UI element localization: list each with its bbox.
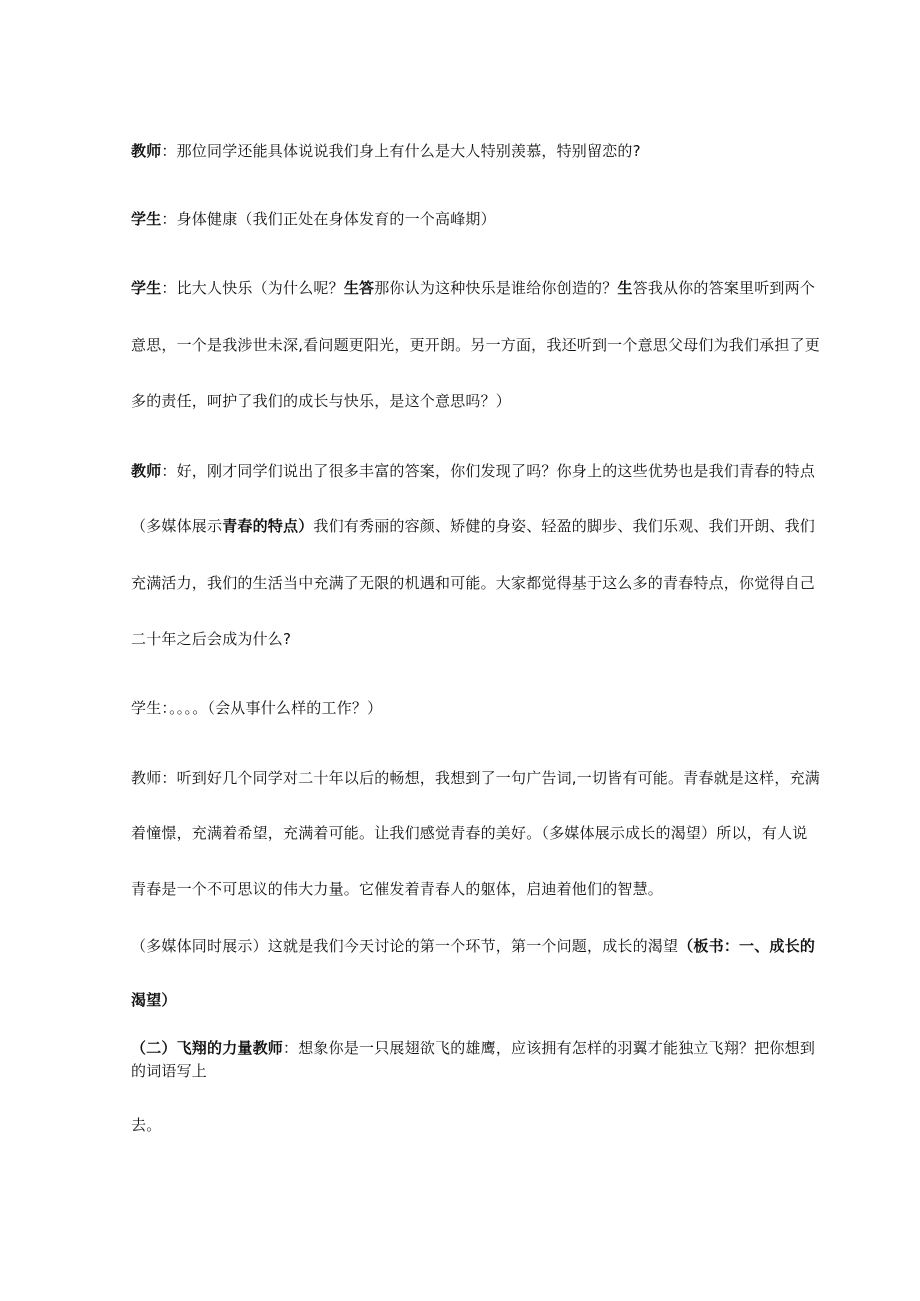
paragraph-teacher-hope-line3: [131, 878, 663, 900]
paragraph-text: 学生：。。。。（会从事什么样的工作？）: [131, 699, 383, 717]
speaker-separator: ：: [161, 279, 177, 297]
paragraph-text: 充满活力，我们的生活当中充满了无限的机遇和可能。大家都觉得基于这么多的青春特点，你觉得自己: [131, 574, 816, 592]
paragraph-text: （多媒体同时展示）这就是我们今天讨论的第一个环节，第一个问题，成长的渴望: [131, 937, 679, 955]
paragraph-text: 比大人快乐（为什么呢？: [176, 279, 344, 297]
paragraph-text: 答我从你的答案里听到两个: [632, 279, 816, 297]
paragraph-teacher-question: [131, 140, 641, 162]
speaker-label: 学生: [131, 210, 162, 228]
bold-inline-text: 生答: [343, 279, 375, 297]
paragraph-text: 着憧憬，充满着希望，充满着可能。让我们感觉青春的美好。（多媒体展示成长的渴望）所以，有人说: [131, 824, 808, 842]
paragraph-student-ellipsis: [131, 697, 382, 719]
paragraph-text: 身体健康（我们正处在身体发育的一个高峰期）: [176, 210, 496, 228]
paragraph-student-answer-happy-line1: [131, 277, 815, 299]
paragraph-text: ：想象你是一只展翅欲飞的雄鹰，应该拥有怎样的羽翼才能独立飞翔？把你想到: [283, 1039, 816, 1057]
speaker-label: 教师: [131, 142, 162, 160]
section-heading: （二）飞翔的力量教师: [131, 1039, 284, 1057]
paragraph-text: 多的责任，呵护了我们的成长与快乐，是这个意思吗？）: [131, 392, 512, 410]
paragraph-flight-line2: [131, 1060, 207, 1082]
paragraph-text: 意思，一个是我涉世未深,看问题更阳光，更开朗。另一方面，我还听到一个意思父母们为我们承担了更: [131, 336, 820, 354]
speaker-label: 教师: [131, 462, 162, 480]
paragraph-multimedia-line2: [131, 989, 177, 1011]
speaker-separator: ：: [161, 462, 177, 480]
paragraph-text: 教师：听到好几个同学对二十年以后的畅想，我想到了一句广告词,一切皆有可能。青春就是这样，充满: [131, 769, 820, 787]
paragraph-text: 那位同学还能具体说说我们身上有什么是大人特别羡慕，特别留恋的?: [176, 142, 641, 160]
bold-inline-text: 生: [617, 279, 633, 297]
paragraph-text: 那你认为这种快乐是谁给你创造的？: [374, 279, 618, 297]
speaker-separator: ：: [161, 142, 177, 160]
bold-inline-text: （板书：一、成长的: [678, 937, 816, 955]
paragraph-text: （多媒体展示: [131, 517, 223, 535]
speaker-separator: ：: [161, 210, 177, 228]
paragraph-teacher-hope-line1: [131, 767, 820, 789]
bold-inline-text: 渴望）: [131, 991, 177, 1009]
paragraph-flight-line1: [131, 1037, 815, 1059]
speaker-label: 学生: [131, 279, 162, 297]
paragraph-text: 青春是一个不可思议的伟大力量。它催发着青春人的躯体，启迪着他们的智慧。: [131, 880, 664, 898]
paragraph-text: 好，刚才同学们说出了很多丰富的答案，你们发现了吗？你身上的这些优势也是我们青春的特点: [176, 462, 816, 480]
paragraph-teacher-youth-line4: [131, 628, 291, 650]
paragraph-text: 二十年之后会成为什么?: [131, 630, 292, 648]
bold-inline-text: 青春的特点）: [222, 517, 314, 535]
paragraph-student-answer-happy-line2: [131, 334, 820, 356]
paragraph-teacher-youth-line2: [131, 515, 815, 537]
paragraph-student-answer-happy-line3: [131, 390, 511, 412]
paragraph-teacher-youth-line1: [131, 460, 815, 482]
paragraph-teacher-youth-line3: [131, 572, 815, 594]
paragraph-teacher-hope-line2: [131, 822, 808, 844]
paragraph-flight-line3: [131, 1114, 161, 1136]
paragraph-text: 我们有秀丽的容颜、矫健的身姿、轻盈的脚步、我们乐观、我们开朗、我们: [313, 517, 816, 535]
paragraph-multimedia-line1: [131, 935, 815, 957]
paragraph-student-answer-health: [131, 208, 496, 230]
paragraph-text: 的词语写上: [131, 1062, 208, 1080]
paragraph-text: 去。: [131, 1116, 162, 1134]
